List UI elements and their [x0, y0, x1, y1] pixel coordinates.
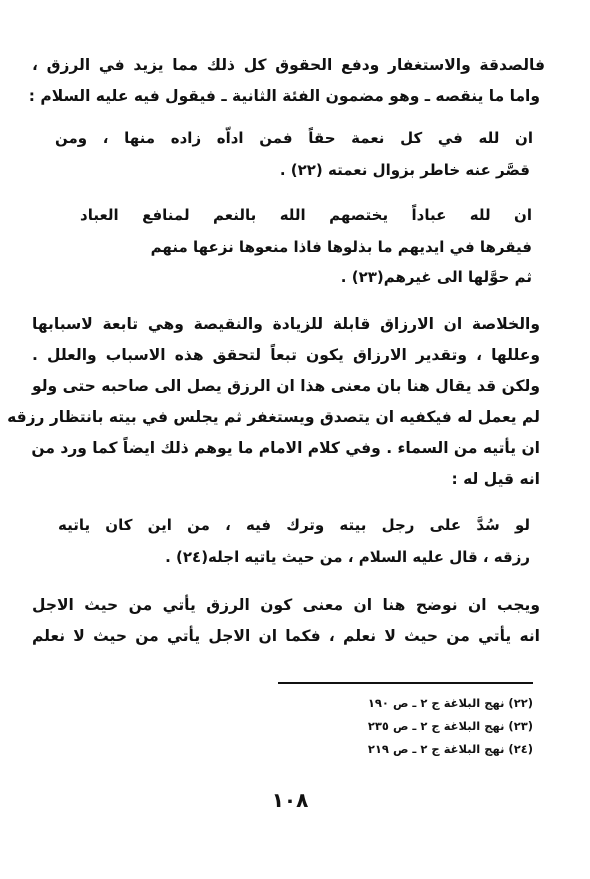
paragraph-line: انه قيل له : — [451, 470, 540, 488]
paragraph-line: ولكن قد يقال هنا بان معنى هذا ان الرزق يصل الى صاحبه حتى ولو — [32, 377, 540, 395]
quote-line: قصَّر عنه خاطر بزوال نعمته (٢٢) . — [279, 161, 530, 179]
quote-line: فيقرها في ايديهم ما بذلوها فاذا منعوها نزعها منهم — [150, 238, 532, 256]
paragraph-line: ان يأتيه من السماء . وفي كلام الامام ما يوهم ذلك ايضاً كما ورد من — [31, 439, 540, 457]
page-number: ١٠٨ — [271, 788, 309, 812]
paragraph-line: لم يعمل له فيكفيه ان يتصدق ويستغفر ثم يجلس في بيته بانتظار رزقه — [7, 408, 540, 426]
quote-line: ان لله عباداً يختصهم الله بالنعم لمنافع العباد — [80, 206, 532, 224]
paragraph-line: وعللها ، وتقدير الارزاق يكون تبعاً لتحقق هذه الاسباب والعلل . — [32, 346, 540, 364]
quote-line: رزقه ، قال عليه السلام ، من حيث ياتيه اجله(٢٤) . — [165, 548, 530, 566]
paragraph-line: فالصدقة والاستغفار ودفع الحقوق كل ذلك مما يزيد في الرزق ، — [32, 56, 545, 74]
paragraph-line: ويجب ان نوضح هنا ان معنى كون الرزق يأتي من حيث الاجل — [32, 596, 540, 614]
footnote-divider — [278, 682, 533, 684]
paragraph-line: واما ما ينقصه ـ وهو مضمون الفئة الثانية ـ فيقول فيه عليه السلام : — [28, 87, 540, 105]
footnote: (٢٤) نهج البلاغة ج ٢ ـ ص ٢١٩ — [367, 742, 533, 756]
quote-line: لو سُدَّ على رجل بيته وترك فيه ، من اين كان ياتيه — [58, 516, 530, 534]
footnote: (٢٢) نهج البلاغة ج ٢ ـ ص ١٩٠ — [367, 696, 533, 710]
quote-line: ان لله في كل نعمة حقاً فمن اداّه زاده منها ، ومن — [55, 129, 533, 147]
quote-line: ثم حوَّلها الى غيرهم(٢٣) . — [340, 268, 532, 286]
footnote: (٢٣) نهج البلاغة ج ٢ ـ ص ٢٣٥ — [367, 719, 533, 733]
paragraph-line: انه يأتي من حيث لا نعلم ، فكما ان الاجل يأتي من حيث لا نعلم — [32, 627, 540, 645]
paragraph-line: والخلاصة ان الارزاق قابلة للزيادة والنقيصة وهي تابعة لاسبابها — [32, 315, 540, 333]
